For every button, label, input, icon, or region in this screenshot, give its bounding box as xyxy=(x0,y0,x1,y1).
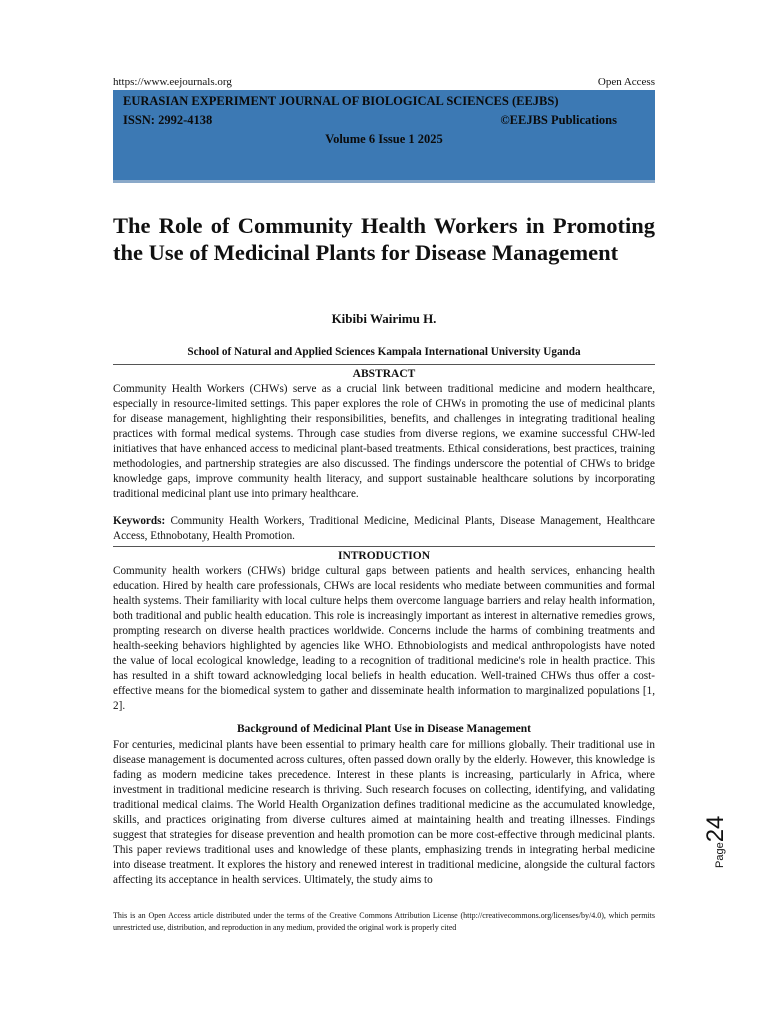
background-text: For centuries, medicinal plants have been essential to primary health care for millions globally. Their traditional use in disease management is documented across cultures, often passed down orally by the elderly. However, this knowledge is fading as modern medicine takes precedence. Interest in these plants is increasing, particularly in Africa, where investment in traditional medicine research is thriving. Such research focuses on collecting, identifying, and validating traditional medical claims. The World Health Organization defines traditional medicine as the accumulated knowledge, skills, and practices originating from diverse cultures aimed at maintaining health and treating illnesses. Findings suggest that strategies for disease prevention and health promotion can be more cost-effective through medicinal plants. This paper reviews traditional uses and knowledge of these plants, emphasizing trends in integrating herbal medicine into disease treatment. It explores the history and renewed interest in traditional medicine, alongside the cultural factors affecting its acceptance in health services. Ultimately, the study aims to xyxy=(113,739,655,886)
article-title: The Role of Community Health Workers in Promoting the Use of Medicinal Plants for Disease Management xyxy=(113,213,655,265)
issn: ISSN: 2992-4138 xyxy=(123,113,213,127)
author-affiliation: School of Natural and Applied Sciences Kampala International University Uganda xyxy=(187,346,581,358)
journal-url[interactable]: https://www.eejournals.org xyxy=(113,76,232,88)
page-label: Page xyxy=(714,842,726,868)
page-header xyxy=(113,76,655,88)
license-footnote: This is an Open Access article distributed under the terms of the Creative Commons Attribution License (http://creativecommons.org/licenses/by/4.0), which permits unrestricted use, distribution, and reproduction in any medium, provided the original work is properly cited xyxy=(113,911,655,932)
abstract-heading: ABSTRACT xyxy=(352,368,416,380)
journal-banner xyxy=(113,90,655,180)
divider xyxy=(113,364,655,365)
abstract-text: Community Health Workers (CHWs) serve as a crucial link between traditional medicine and modern healthcare, especially in resource-limited settings. This paper explores the role of CHWs in promoting the use of medicinal plants for disease management, highlighting their responsibilities, benefits, and challenges in integrating traditional healing practices with formal medical systems. Through case studies from diverse regions, we examine successful CHW-led initiatives that have enhanced access to medicinal plant-based treatments. Ethical considerations, best practices, training methodologies, and partnership strategies are also discussed. The findings underscore the potential of CHWs to bridge knowledge gaps, improve community health literacy, and support sustainable healthcare solutions by incorporating traditional medicinal plant use into primary healthcare. xyxy=(113,383,655,500)
journal-name: EURASIAN EXPERIMENT JOURNAL OF BIOLOGICAL SCIENCES (EEJBS) xyxy=(123,94,559,108)
keywords-list: Community Health Workers, Traditional Medicine, Medicinal Plants, Disease Management, Healthcare Access, Ethnobotany, Health Promotion. xyxy=(113,515,656,542)
publisher: ©EEJBS Publications xyxy=(500,113,617,127)
background-heading: Background of Medicinal Plant Use in Disease Management xyxy=(237,723,531,735)
divider xyxy=(113,546,655,547)
introduction-text: Community health workers (CHWs) bridge cultural gaps between patients and health services, enhancing health education. Hired by health care professionals, CHWs are local residents who mediate between communities and formal health systems. Their familiarity with local culture helps them overcome language barriers and relay health information, both traditional and public health education. This role is increasingly important as interest in alternative remedies grows, prompting research on diverse health practices worldwide. Concerns include the harms of combining treatments and health-seeking behaviors highlighted by agencies like WHO. Ethnobiologists and medical anthropologists have noted the value of local ecological knowledge, leading to a recognition of traditional medicine's role in health practice. This has resulted in a shift toward acknowledging local beliefs in health education. Well-trained CHWs thus offer a cost-effective means for the biomedical system to gather and disseminate health information to marginalized populations [1, 2]. xyxy=(113,565,655,712)
introduction-heading: INTRODUCTION xyxy=(337,550,430,562)
page-number xyxy=(702,816,730,868)
issn-row xyxy=(123,113,645,128)
page-number-value: 24 xyxy=(702,815,729,843)
author-name: Kibibi Wairimu H. xyxy=(331,311,437,326)
banner-shadow xyxy=(113,180,655,183)
keywords xyxy=(113,514,655,544)
volume-issue: Volume 6 Issue 1 2025 xyxy=(325,132,443,146)
keywords-label: Keywords: xyxy=(113,515,166,527)
open-access-label: Open Access xyxy=(597,76,655,88)
